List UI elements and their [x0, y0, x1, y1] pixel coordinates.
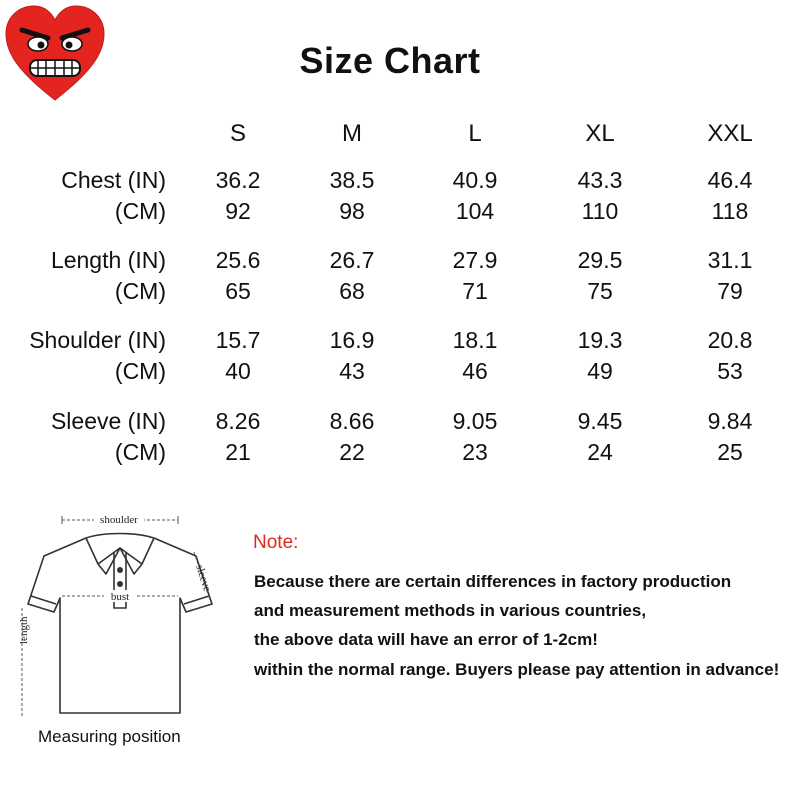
value-cm: 40 [225, 358, 251, 384]
value-in: 27.9 [452, 247, 498, 273]
row-label-cm: (CM) [114, 439, 166, 465]
value-cm: 110 [581, 198, 619, 224]
value-in: 43.3 [577, 167, 623, 193]
row-label-in: Sleeve (IN) [50, 408, 166, 434]
value-in: 29.5 [577, 247, 623, 273]
value-cm: 53 [717, 358, 743, 384]
value-cm: 23 [462, 439, 488, 465]
measuring-position-caption: Measuring position [38, 727, 181, 746]
value-cm: 104 [455, 198, 495, 224]
value-in: 8.26 [215, 408, 261, 434]
value-cm: 21 [225, 439, 251, 465]
value-in: 15.7 [215, 327, 261, 353]
value-cm: 75 [587, 278, 613, 304]
row-label-cm: (CM) [114, 358, 166, 384]
value-cm: 43 [339, 358, 365, 384]
value-in: 18.1 [452, 327, 498, 353]
value-in: 20.8 [707, 327, 753, 353]
value-cm: 98 [339, 198, 365, 224]
value-cm: 79 [717, 278, 743, 304]
note-line: Because there are certain differences in factory production [254, 572, 732, 591]
value-in: 38.5 [329, 167, 375, 193]
value-in: 36.2 [215, 167, 261, 193]
value-cm: 68 [339, 278, 365, 304]
row-label-cm: (CM) [114, 278, 166, 304]
value-cm: 118 [711, 198, 749, 224]
value-in: 8.66 [329, 408, 375, 434]
value-in: 46.4 [707, 167, 753, 193]
value-in: 9.05 [452, 408, 498, 434]
note-line: the above data will have an error of 1-2cm! [254, 630, 598, 649]
size-header: M [342, 120, 362, 147]
value-in: 31.1 [707, 247, 753, 273]
row-label-cm: (CM) [114, 198, 166, 224]
value-cm: 49 [587, 358, 613, 384]
page-title: Size Chart [299, 40, 481, 81]
shirt-measurement-diagram [14, 508, 224, 723]
bust-label: bust [110, 591, 130, 603]
note-line: and measurement methods in various countries, [254, 601, 647, 620]
value-cm: 24 [587, 439, 613, 465]
value-cm: 65 [225, 278, 251, 304]
note-title: Note: [253, 532, 299, 553]
value-cm: 22 [339, 439, 365, 465]
value-in: 26.7 [329, 247, 375, 273]
row-label-in: Chest (IN) [61, 167, 166, 193]
value-cm: 46 [462, 358, 488, 384]
length-label: length [18, 616, 30, 644]
row-label-in: Shoulder (IN) [29, 327, 166, 353]
shoulder-label: shoulder [100, 514, 138, 526]
value-in: 25.6 [215, 247, 261, 273]
size-header: XL [585, 120, 615, 147]
row-label-in: Length (IN) [50, 247, 166, 273]
value-cm: 71 [462, 278, 488, 304]
value-cm: 25 [717, 439, 743, 465]
value-in: 19.3 [577, 327, 623, 353]
size-header: L [468, 120, 482, 147]
note-line: within the normal range. Buyers please pay attention in advance! [254, 660, 780, 679]
value-in: 16.9 [329, 327, 375, 353]
value-in: 9.84 [707, 408, 753, 434]
value-cm: 92 [225, 198, 251, 224]
value-in: 40.9 [452, 167, 498, 193]
value-in: 9.45 [577, 408, 623, 434]
size-header: S [229, 120, 246, 147]
sleeve-label: sleeve [193, 563, 214, 594]
size-header: XXL [707, 120, 753, 147]
